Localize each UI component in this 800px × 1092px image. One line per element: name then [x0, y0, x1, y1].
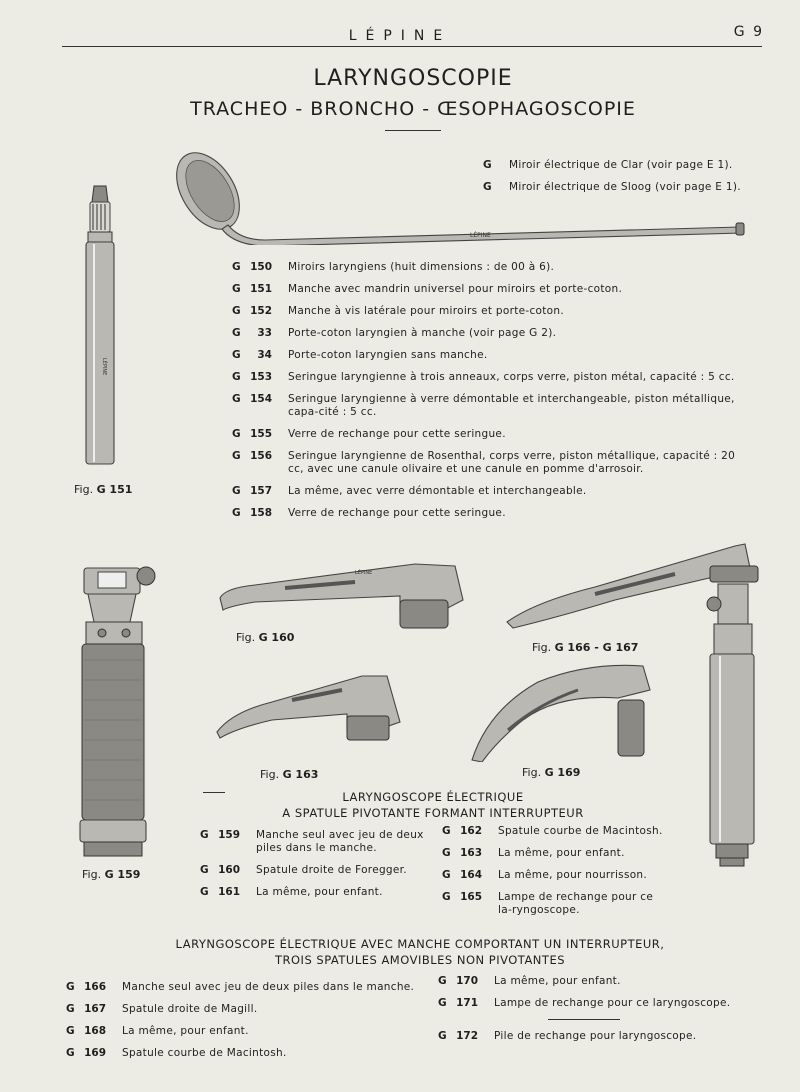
figure-caption-g159	[82, 868, 140, 881]
section1-right-list	[442, 825, 682, 917]
list-item	[438, 997, 768, 1010]
item-desc: Seringue laryngienne à verre démontable et interchangeable, piston métallique, capa-cité : 5 cc.	[288, 393, 735, 418]
section2-heading	[100, 936, 740, 968]
item-number: 158	[250, 507, 272, 519]
item-number: 152	[250, 305, 272, 317]
item-number: 33	[257, 327, 272, 339]
item-prefix: G	[200, 864, 209, 876]
item-prefix: G	[232, 305, 241, 317]
figure-caption-g169	[522, 766, 580, 779]
list-item	[232, 261, 762, 274]
mirror-refs	[483, 159, 783, 194]
item-desc: Manche seul avec jeu de deux piles dans le manche.	[122, 981, 415, 993]
item-desc: Manche seul avec jeu de deux piles dans le manche.	[256, 829, 424, 854]
item-number: 166	[84, 981, 106, 993]
header-rule	[62, 46, 762, 47]
item-desc: Miroir électrique de Sloog (voir page E 1).	[509, 181, 741, 193]
list-item	[442, 869, 682, 882]
item-prefix: G	[232, 428, 241, 440]
item-prefix: G	[438, 975, 447, 987]
item-desc: Verre de rechange pour cette seringue.	[288, 428, 506, 440]
item-desc: La même, pour enfant.	[256, 886, 383, 898]
item-number: 155	[250, 428, 272, 440]
mirror-mark: LÉPINE	[470, 232, 491, 239]
item-desc: La même, avec verre démontable et interchangeable.	[288, 485, 587, 497]
list-item	[232, 393, 762, 419]
item-desc: Verre de rechange pour cette seringue.	[288, 507, 506, 519]
list-item	[200, 864, 440, 877]
section1-heading	[203, 789, 663, 821]
list-item	[438, 975, 768, 988]
fig-prefix: Fig.	[260, 768, 280, 781]
item-number: 159	[218, 829, 240, 841]
handle-g166-illustration	[700, 580, 770, 870]
main-item-list	[232, 261, 762, 520]
item-number: 167	[84, 1003, 106, 1015]
item-prefix: G	[232, 450, 241, 462]
list-item	[66, 1047, 436, 1060]
item-number: 162	[460, 825, 482, 837]
item-number: 156	[250, 450, 272, 462]
section-heading-line: LARYNGOSCOPE ÉLECTRIQUE AVEC MANCHE COMPORTANT UN INTERRUPTEUR,	[175, 937, 665, 951]
item-desc: Pile de rechange pour laryngoscope.	[494, 1030, 697, 1042]
item-prefix: G	[442, 891, 451, 903]
item-number: 34	[257, 349, 272, 361]
figure-caption-g166	[532, 641, 638, 654]
item-prefix: G	[200, 886, 209, 898]
item-prefix: G	[232, 283, 241, 295]
item-desc: La même, pour enfant.	[494, 975, 621, 987]
section2-left-list	[66, 981, 436, 1060]
item-prefix: G	[438, 997, 447, 1009]
handle-g159-illustration	[74, 560, 160, 860]
list-item	[232, 428, 762, 441]
figure-caption-g151	[74, 483, 132, 496]
item-number: 154	[250, 393, 272, 405]
fig-code: G 160	[258, 631, 295, 644]
fig-code: G 151	[96, 483, 133, 496]
item-prefix: G	[200, 829, 209, 841]
item-desc: Porte-coton laryngien à manche (voir page G 2).	[288, 327, 557, 339]
item-desc: Seringue laryngienne à trois anneaux, corps verre, piston métal, capacité : 5 cc.	[288, 371, 735, 383]
item-number: 150	[250, 261, 272, 273]
item-number: 163	[460, 847, 482, 859]
item-prefix: G	[232, 327, 241, 339]
list-item	[66, 981, 436, 994]
fig-prefix: Fig.	[236, 631, 256, 644]
item-desc: La même, pour nourrisson.	[498, 869, 648, 881]
item-number: 164	[460, 869, 482, 881]
item-desc: Spatule courbe de Macintosh.	[498, 825, 663, 837]
item-desc: La même, pour enfant.	[122, 1025, 249, 1037]
item-number: 168	[84, 1025, 106, 1037]
item-desc: Spatule courbe de Macintosh.	[122, 1047, 287, 1059]
section-heading-line: TROIS SPATULES AMOVIBLES NON PIVOTANTES	[274, 953, 566, 967]
item-desc: Manche avec mandrin universel pour miroirs et porte-coton.	[288, 283, 623, 295]
section1-left-list	[200, 829, 440, 899]
item-number: 161	[218, 886, 240, 898]
item-number: 165	[460, 891, 482, 903]
list-item	[483, 159, 783, 172]
section2-right-list	[438, 975, 768, 1043]
section-heading-line: LARYNGOSCOPE ÉLECTRIQUE	[342, 790, 524, 804]
item-prefix: G	[66, 1025, 75, 1037]
item-number: 169	[84, 1047, 106, 1059]
fig-code: G 159	[104, 868, 141, 881]
item-prefix: G	[232, 261, 241, 273]
page-title: LARYNGOSCOPIE	[313, 66, 513, 91]
spatula-mark: LÉPINE	[355, 570, 373, 576]
page-subtitle: TRACHEO - BRONCHO - ŒSOPHAGOSCOPIE	[190, 98, 636, 120]
handle-g151-illustration	[78, 178, 122, 470]
item-desc: Lampe de rechange pour ce la-ryngoscope.	[498, 891, 654, 916]
spatula-g160-illustration	[215, 560, 465, 640]
item-prefix: G	[438, 1030, 447, 1042]
list-item	[232, 371, 762, 384]
list-item	[442, 825, 682, 838]
item-desc: Spatule droite de Magill.	[122, 1003, 258, 1015]
figure-caption-g160	[236, 631, 294, 644]
item-number: 151	[250, 283, 272, 295]
list-item	[442, 847, 682, 860]
list-separator	[548, 1019, 620, 1020]
spatula-g169-illustration	[468, 660, 658, 762]
item-prefix: G	[442, 825, 451, 837]
item-number: 172	[456, 1030, 478, 1042]
item-desc: Seringue laryngienne de Rosenthal, corps verre, piston métallique, capacité : 20 cc, avec une canule olivaire et une canule en pomme d'arrosoir.	[288, 450, 736, 475]
list-item	[442, 891, 682, 917]
item-number: 170	[456, 975, 478, 987]
list-item	[232, 507, 762, 520]
item-prefix: G	[232, 507, 241, 519]
item-number: 160	[218, 864, 240, 876]
item-desc: Spatule droite de Foregger.	[256, 864, 407, 876]
item-desc: La même, pour enfant.	[498, 847, 625, 859]
list-item	[483, 181, 783, 194]
item-prefix: G	[442, 869, 451, 881]
title-separator	[385, 130, 441, 131]
list-item	[232, 450, 762, 476]
list-item	[232, 327, 762, 340]
list-item	[232, 349, 762, 362]
item-prefix: G	[442, 847, 451, 859]
fig-prefix: Fig.	[74, 483, 94, 496]
item-desc: Miroir électrique de Clar (voir page E 1).	[509, 159, 733, 171]
item-number: 153	[250, 371, 272, 383]
fig-code: G 169	[544, 766, 581, 779]
figure-caption-g163	[260, 768, 318, 781]
handle-mark: LÉPINE	[101, 358, 107, 376]
list-item	[232, 283, 762, 296]
list-item	[66, 1025, 436, 1038]
list-item	[438, 1030, 768, 1043]
item-desc: Porte-coton laryngien sans manche.	[288, 349, 488, 361]
page-number: G 9	[733, 24, 764, 40]
fig-prefix: Fig.	[82, 868, 102, 881]
spatula-g163-illustration	[212, 672, 407, 748]
fig-prefix: Fig.	[532, 641, 552, 654]
item-prefix: G	[232, 485, 241, 497]
item-desc: Lampe de rechange pour ce laryngoscope.	[494, 997, 731, 1009]
item-code: G	[483, 181, 492, 193]
item-prefix: G	[66, 1047, 75, 1059]
item-desc: Miroirs laryngiens (huit dimensions : de 00 à 6).	[288, 261, 555, 273]
item-code: G	[483, 159, 492, 171]
section-heading-line: A SPATULE PIVOTANTE FORMANT INTERRUPTEUR	[282, 806, 584, 820]
list-item	[232, 485, 762, 498]
brand-header: LÉPINE	[348, 28, 452, 44]
fig-prefix: Fig.	[522, 766, 542, 779]
fig-code: G 163	[282, 768, 319, 781]
list-item	[232, 305, 762, 318]
item-desc: Manche à vis latérale pour miroirs et porte-coton.	[288, 305, 564, 317]
item-prefix: G	[232, 371, 241, 383]
section-dash	[203, 792, 225, 793]
list-item	[200, 886, 440, 899]
fig-code: G 166 - G 167	[554, 641, 639, 654]
list-item	[66, 1003, 436, 1016]
list-item	[200, 829, 440, 855]
item-number: 157	[250, 485, 272, 497]
item-prefix: G	[232, 393, 241, 405]
item-prefix: G	[232, 349, 241, 361]
item-number: 171	[456, 997, 478, 1009]
item-prefix: G	[66, 1003, 75, 1015]
item-prefix: G	[66, 981, 75, 993]
